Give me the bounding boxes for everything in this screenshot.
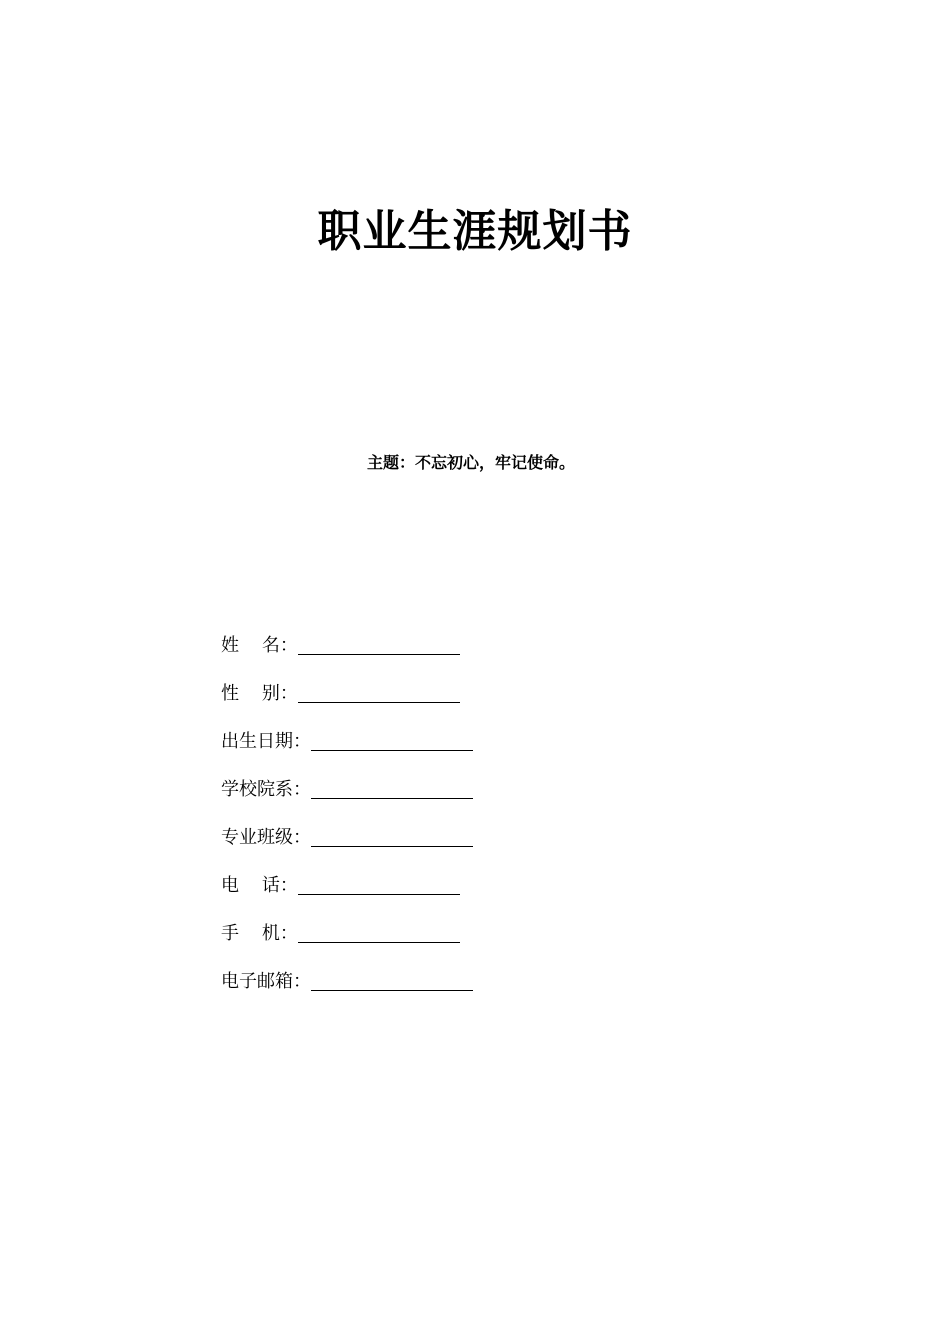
mobile-label: 手 机：	[221, 923, 298, 944]
gender-field	[221, 680, 473, 728]
telephone-blank-line[interactable]	[298, 872, 460, 895]
name-blank-line[interactable]	[298, 632, 460, 655]
email-field	[221, 968, 473, 1016]
birthdate-label: 出生日期：	[221, 731, 311, 752]
school-department-field	[221, 776, 473, 824]
major-class-blank-line[interactable]	[311, 824, 473, 847]
major-class-field	[221, 824, 473, 872]
school-department-label: 学校院系：	[221, 779, 311, 800]
email-label: 电子邮箱：	[221, 971, 311, 992]
mobile-field	[221, 920, 473, 968]
document-title: 职业生涯规划书	[317, 206, 633, 257]
gender-label: 性 别：	[221, 683, 298, 704]
birthdate-field	[221, 728, 473, 776]
personal-info-form	[221, 632, 473, 1016]
mobile-blank-line[interactable]	[298, 920, 460, 943]
school-department-blank-line[interactable]	[311, 776, 473, 799]
gender-blank-line[interactable]	[298, 680, 460, 703]
theme-line: 主题：不忘初心，牢记使命。	[366, 453, 575, 472]
birthdate-blank-line[interactable]	[311, 728, 473, 751]
name-field	[221, 632, 473, 680]
major-class-label: 专业班级：	[221, 827, 311, 848]
telephone-label: 电 话：	[221, 875, 298, 896]
telephone-field	[221, 872, 473, 920]
email-blank-line[interactable]	[311, 968, 473, 991]
name-label: 姓 名：	[221, 635, 298, 656]
